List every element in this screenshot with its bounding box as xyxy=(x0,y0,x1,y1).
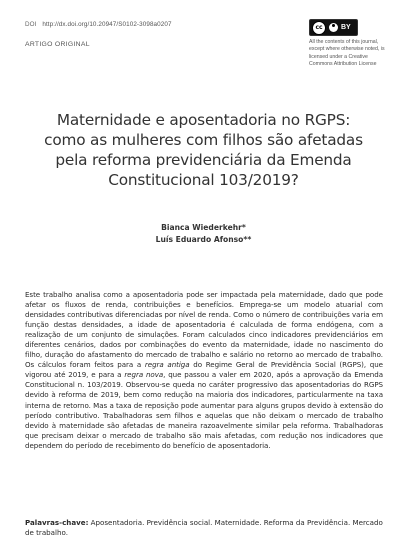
abstract-italic: regra antiga xyxy=(144,360,190,370)
abstract-part: , que passou a valer em 2020, após a aprovação da Emenda Constitucional n. 103/2019. Observou-se queda no caráter progressivo das aposentadorias do RGPS devido à reforma de 2019, bem como redução na maioria dos indicadores, particularmente na taxa interna de retorno. Mas a taxa de reposição pode aumentar para alguns grupos devido à extensão do período contributivo. Trabalhadoras sem filhos e aquelas que não deixam o mercado de trabalho devido à maternidade são afetadas de maneira razoavelmente similar pela reforma. Trabalhadoras que precisam deixar o mercado de trabalho são mais afetadas, com redução nos indicadores que dependem do período de recebimento do benefício de aposentadoria. xyxy=(25,370,383,450)
attribution-person-icon xyxy=(329,23,338,32)
creative-commons-by-icon[interactable] xyxy=(309,19,358,36)
author-name: Bianca Wiederkehr* xyxy=(161,223,246,232)
abstract-italic: regra nova xyxy=(124,370,164,380)
cc-badge-label: BY xyxy=(341,24,351,31)
doi-link[interactable]: http://dx.doi.org/10.20947/S0102-3098a0207 xyxy=(42,21,172,28)
title-line: Maternidade e aposentadoria no RGPS: xyxy=(56,111,351,129)
keywords-text: Aposentadoria. Previdência social. Maternidade. Reforma da Previdência. Mercado de trabalho. xyxy=(25,518,383,538)
article-title xyxy=(30,110,377,190)
keywords-label: Palavras-chave: xyxy=(25,518,89,527)
license-text: All the contents of this journal, except where otherwise noted, is licensed under a Creative Commons Attribution License xyxy=(309,39,385,67)
abstract-text xyxy=(25,290,383,451)
cc-logo-icon: cc xyxy=(312,21,326,35)
keywords xyxy=(25,518,383,538)
author-name: Luís Eduardo Afonso** xyxy=(155,235,252,244)
doi-tag: DOI xyxy=(25,21,37,28)
title-line: como as mulheres com filhos são afetadas xyxy=(44,131,363,149)
article-type: ARTIGO ORIGINAL xyxy=(25,41,90,48)
title-line: Constitucional 103/2019? xyxy=(108,171,299,189)
title-line: pela reforma previdenciária da Emenda xyxy=(55,151,352,169)
abstract-part: Este trabalho analisa como a aposentadoria pode ser impactada pela maternidade, dado que pode afetar os fluxos de renda, contribuições e benefícios. Emprega-se um modelo atuarial com densidades contributivas diferenciadas por nível de renda. Como o número de contribuições varia em função destas densidades, a idade de aposentadoria é calculada de forma endógena, com a realização de um conjunto de simulações. Foram calculados cinco indicadores previdenciários em diferentes cenários, dados por combinações do evento da maternidade, idade no nascimento do filho, duração do afastamento do mercado de trabalho e salário no retorno ao mercado de trabalho. Os cálculos foram feitos para a xyxy=(25,290,383,370)
abstract-part: do Regime Geral de Previdência Social (RGPS), que vigorou até 2019, e para a xyxy=(25,360,383,380)
doi-line xyxy=(25,21,172,28)
